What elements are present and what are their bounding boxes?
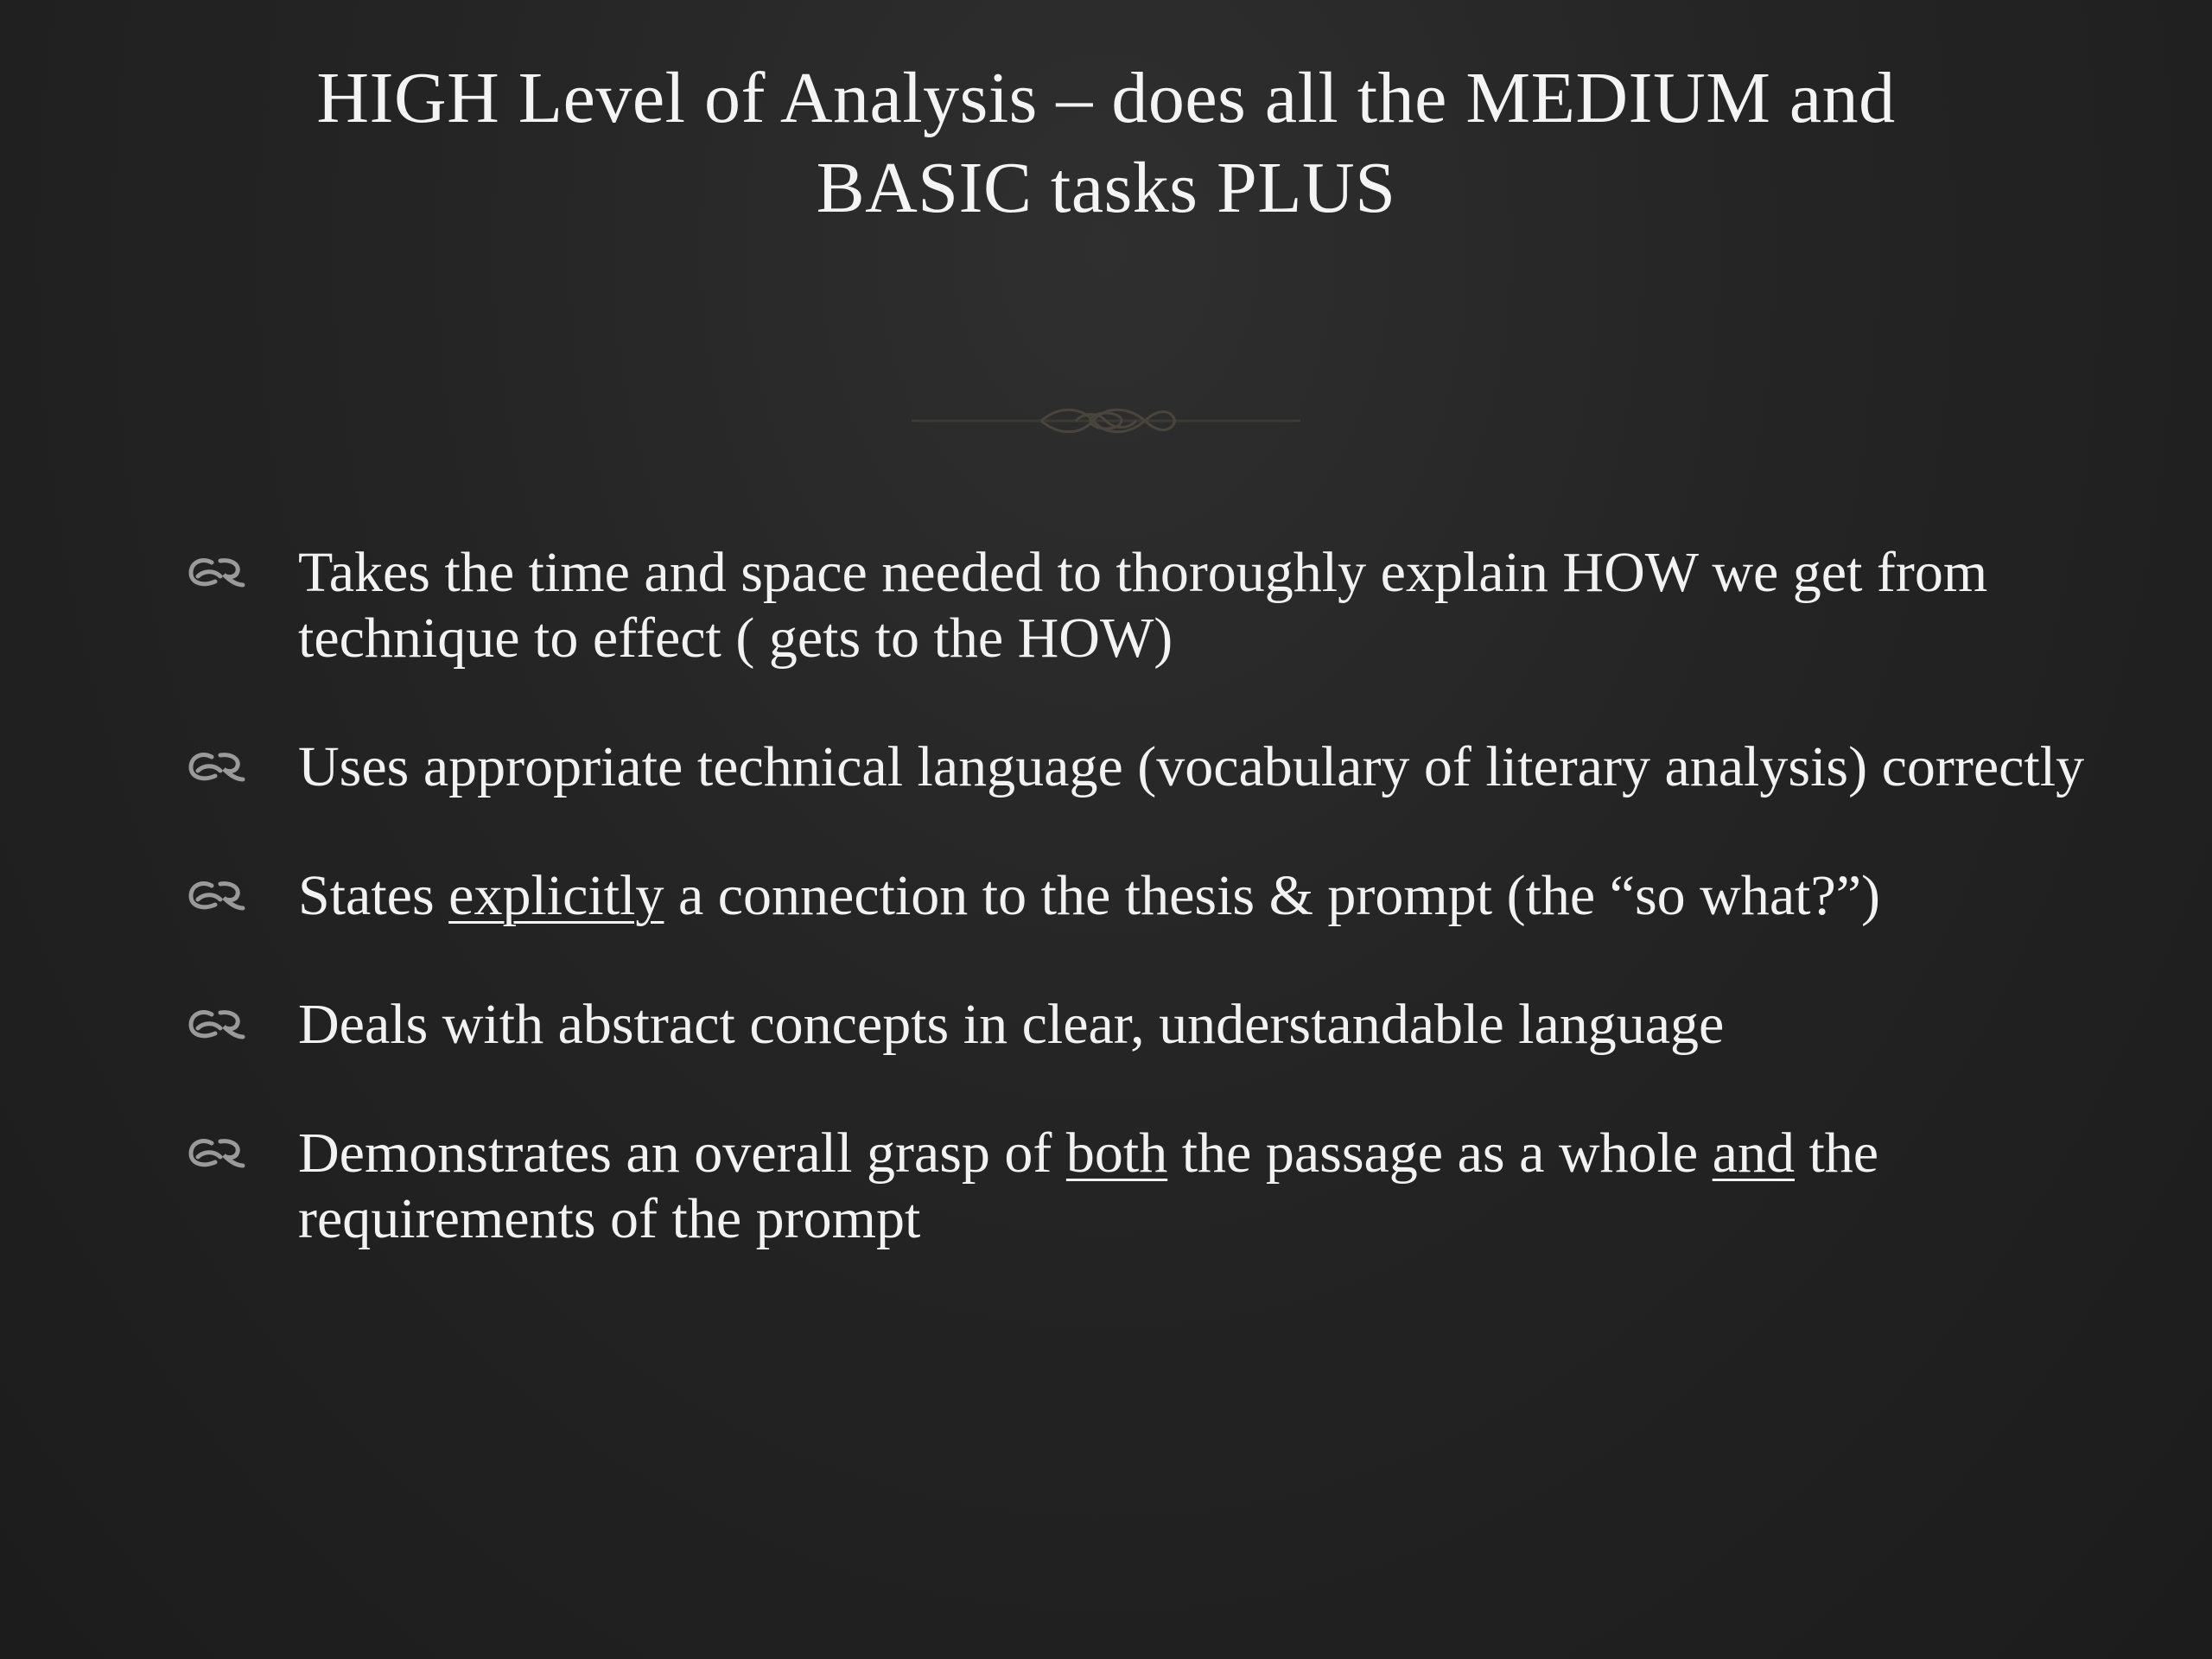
bullet-text-pre: States: [298, 864, 449, 927]
bullet-text: Deals with abstract concepts in clear, understandable language: [298, 993, 1725, 1056]
fleuron-bullet-icon: [186, 874, 248, 917]
bullet-text: Uses appropriate technical language (vocabulary of literary analysis) correctly: [298, 735, 2085, 798]
bullet-list: [186, 540, 2087, 1315]
underlined-word: both: [1065, 1122, 1168, 1185]
bullet-text: Takes the time and space needed to thoroughly explain HOW we get from technique to effect ( gets to the HOW): [298, 541, 1988, 670]
bullet-text-post: a connection to the thesis & prompt (the “so what?”): [664, 864, 1881, 927]
underlined-word: explicitly: [448, 864, 664, 927]
underlined-word: and: [1712, 1122, 1795, 1185]
bullet-item-1: [186, 540, 2087, 671]
ornamental-flourish-icon: [912, 402, 1300, 441]
fleuron-bullet-icon: [186, 1131, 248, 1174]
title-line-2: BASIC tasks PLUS: [816, 148, 1396, 228]
fleuron-bullet-icon: [186, 745, 248, 788]
bullet-item-5: [186, 1121, 2087, 1252]
bullet-text-mid: the passage as a whole: [1167, 1122, 1713, 1185]
bullet-item-3: [186, 863, 2087, 929]
fleuron-bullet-icon: [186, 550, 248, 594]
bullet-item-4: [186, 992, 2087, 1058]
bullet-text-post: the requirements of the prompt: [298, 1122, 1879, 1250]
bullet-item-2: [186, 734, 2087, 800]
title-line-1: HIGH Level of Analysis – does all the MEDIUM and: [316, 58, 1896, 138]
bullet-text-pre: Demonstrates an overall grasp of: [298, 1122, 1066, 1185]
fleuron-bullet-icon: [186, 1002, 248, 1046]
slide-title: [173, 54, 2039, 233]
